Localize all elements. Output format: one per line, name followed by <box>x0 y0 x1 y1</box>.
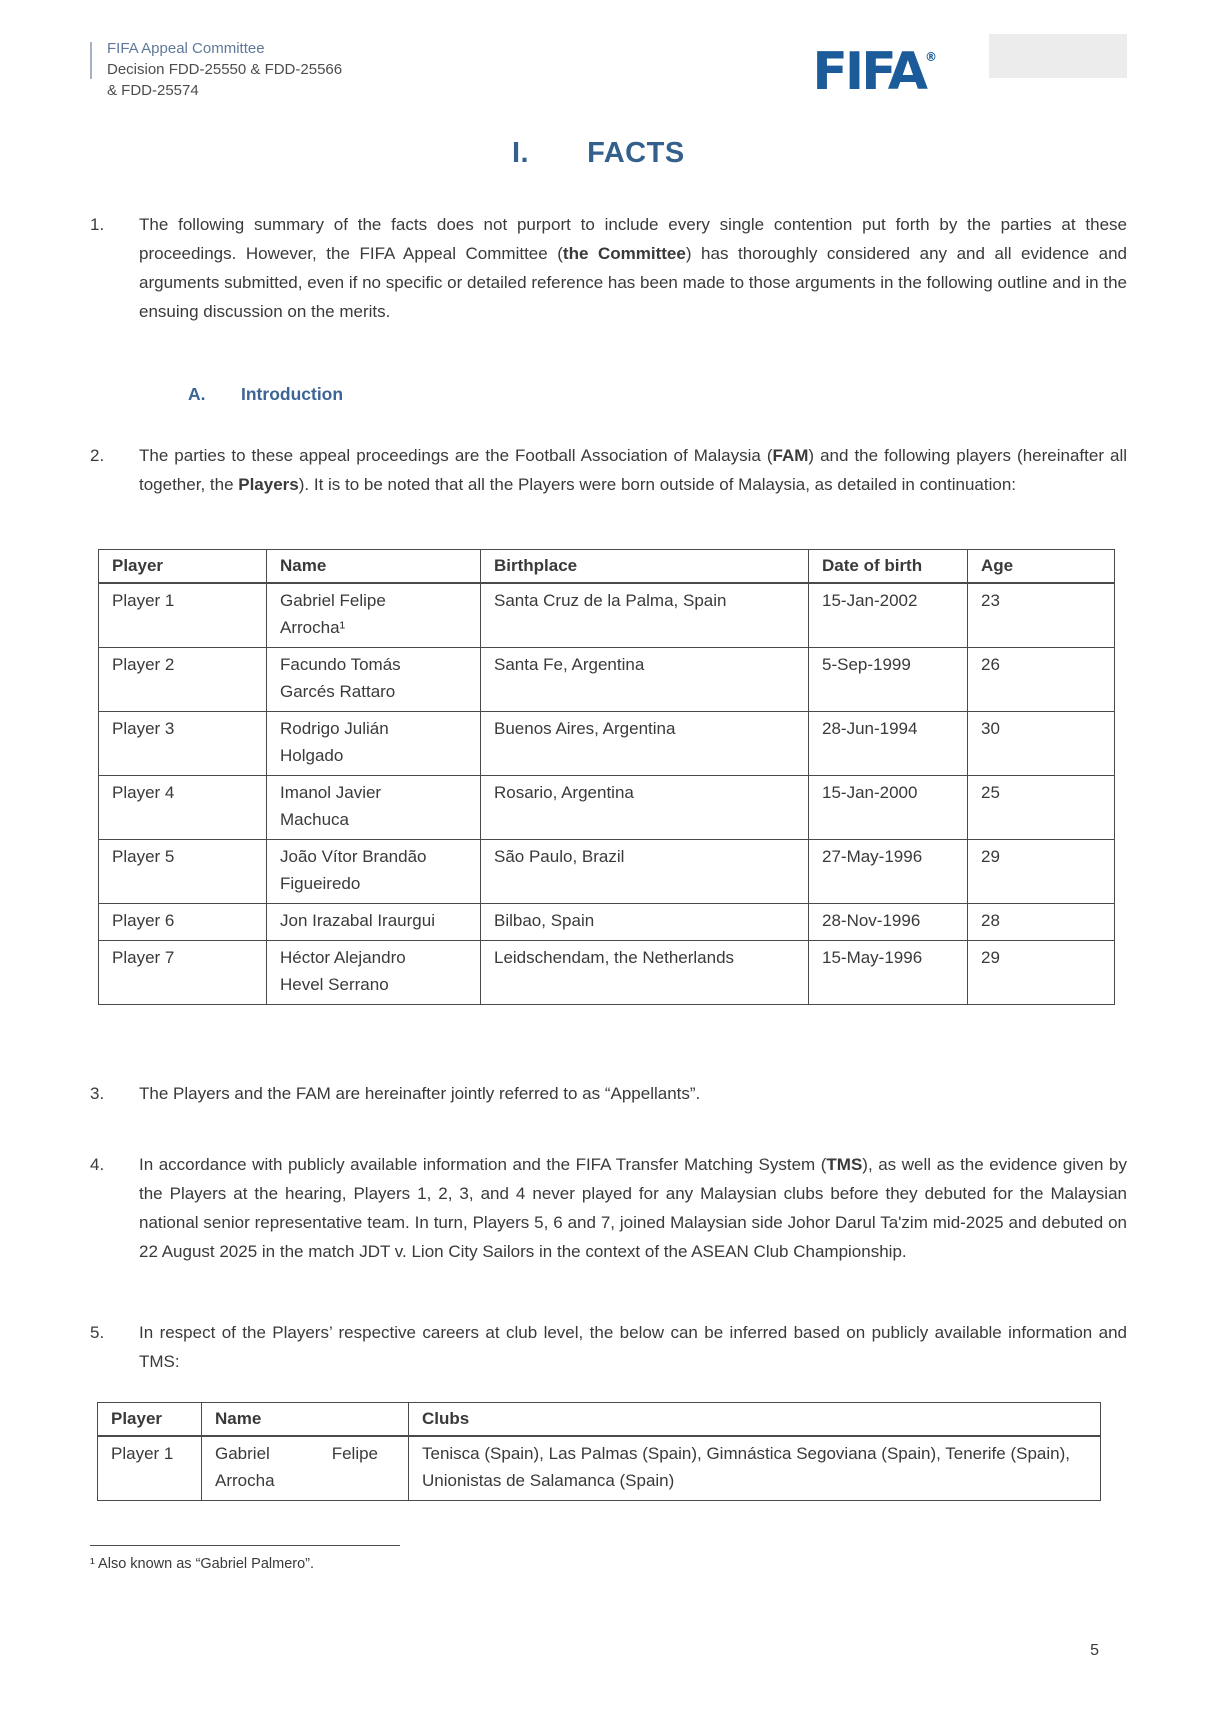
page-number: 5 <box>1090 1642 1099 1659</box>
table-row <box>99 648 1115 712</box>
text-segment: The Players and the FAM are hereinafter jointly referred to as “Appellants”. <box>139 1084 701 1103</box>
table-header-cell: Name <box>267 550 481 584</box>
table-header-row <box>98 1403 1101 1437</box>
text-segment: ), as well as the evidence given by the Players at the hearing, Players 1, 2, 3, and 4 never played for any Malaysian clubs before they debuted for the Malaysian national senior representative team. In turn, Players 5, 6 and 7, joined Malaysian side Johor Darul Ta'zim mid-2025 and debuted on 22 August 2025 in the match JDT v. Lion City Sailors in the context of the ASEAN Club Championship. <box>139 1155 1127 1261</box>
header-right <box>812 32 1127 102</box>
players-table-wrap <box>98 549 1127 1005</box>
table-header-cell: Player <box>98 1403 202 1437</box>
header-committee: FIFA Appeal Committee <box>107 40 265 57</box>
table-cell: 23 <box>968 583 1115 648</box>
table-row <box>99 941 1115 1005</box>
table-cell: Player 2 <box>99 648 267 712</box>
clubs-table <box>97 1402 1101 1501</box>
table-cell: Tenisca (Spain), Las Palmas (Spain), Gimnástica Segoviana (Spain), Tenerife (Spain), Unionistas de Salamanca (Spain) <box>409 1436 1101 1501</box>
table-cell: João Vítor Brandão Figueiredo <box>267 840 481 904</box>
table-header-cell: Date of birth <box>809 550 968 584</box>
table-row <box>98 1436 1101 1501</box>
document-header <box>90 38 1127 101</box>
text-segment: The following summary of the facts does not purport to include every single contention put forth by the parties at these proceedings. However, the FIFA Appeal Committee ( <box>139 215 1127 263</box>
paragraph-number: 5. <box>90 1323 105 1342</box>
table-cell: 28 <box>968 904 1115 941</box>
fifa-logo <box>812 32 937 102</box>
table-cell: Buenos Aires, Argentina <box>481 712 809 776</box>
header-decision-line2: & FDD-25574 <box>107 82 199 99</box>
table-cell: 15-Jan-2000 <box>809 776 968 840</box>
paragraph-1 <box>90 210 1127 326</box>
table-cell: 29 <box>968 941 1115 1005</box>
table-cell: Santa Fe, Argentina <box>481 648 809 712</box>
table-cell: Imanol Javier Machuca <box>267 776 481 840</box>
paragraph-number: 1. <box>90 215 105 234</box>
paragraph-4 <box>90 1150 1127 1266</box>
section-letter: A. <box>188 384 206 404</box>
table-cell: Player 6 <box>99 904 267 941</box>
header-gray-box <box>989 34 1127 78</box>
footnote-text: ¹ Also known as “Gabriel Palmero”. <box>90 1556 315 1572</box>
table-header-cell: Player <box>99 550 267 584</box>
text-segment: The parties to these appeal proceedings are the Football Association of Malaysia ( <box>139 446 773 465</box>
table-cell: 29 <box>968 840 1115 904</box>
text-segment: In accordance with publicly available information and the FIFA Transfer Matching System ( <box>139 1155 827 1174</box>
text-segment: ) and the following players (hereinafter all together, the <box>139 446 1128 494</box>
paragraph-text <box>139 1318 1127 1376</box>
paragraph-text <box>139 441 1127 499</box>
table-cell: Player 5 <box>99 840 267 904</box>
table-cell: 26 <box>968 648 1115 712</box>
text-segment: In respect of the Players’ respective careers at club level, the below can be inferred based on publicly available information and TMS: <box>139 1323 1127 1371</box>
registered-mark: ® <box>925 50 937 64</box>
paragraph-3 <box>90 1079 1127 1108</box>
table-header-row <box>99 550 1115 584</box>
table-cell: Gabriel Felipe Arrocha¹ <box>267 583 481 648</box>
table-cell: Rodrigo Julián Holgado <box>267 712 481 776</box>
bold-text: the Committee <box>562 244 686 263</box>
table-header-cell: Name <box>202 1403 409 1437</box>
clubs-table-wrap <box>97 1402 1127 1501</box>
paragraph-number: 2. <box>90 446 105 465</box>
section-heading-introduction <box>188 384 1127 405</box>
table-cell: Player 1 <box>98 1436 202 1501</box>
table-row <box>99 712 1115 776</box>
table-row <box>99 840 1115 904</box>
text-segment: ). It is to be noted that all the Players were born outside of Malaysia, as detailed in continuation: <box>298 475 1016 494</box>
paragraph-text <box>139 210 1127 326</box>
title-label: FACTS <box>587 137 685 169</box>
table-cell: 27-May-1996 <box>809 840 968 904</box>
table-cell: Player 1 <box>99 583 267 648</box>
header-reference-block <box>90 38 342 101</box>
bold-text: Players <box>238 475 299 494</box>
table-cell: 25 <box>968 776 1115 840</box>
page-title <box>90 137 1127 170</box>
table-cell: Santa Cruz de la Palma, Spain <box>481 583 809 648</box>
table-row <box>99 583 1115 648</box>
text-segment: ) has thoroughly considered any and all evidence and arguments submitted, even if no specific or detailed reference has been made to those arguments in the following outline and in the ensuing discussion on the merits. <box>139 244 1128 321</box>
table-header-cell: Birthplace <box>481 550 809 584</box>
bold-text: TMS <box>826 1155 863 1174</box>
table-cell: 15-May-1996 <box>809 941 968 1005</box>
bold-text: FAM <box>772 446 809 465</box>
header-decision-line1: Decision FDD-25550 & FDD-25566 <box>107 61 343 78</box>
paragraph-number: 3. <box>90 1084 105 1103</box>
players-table <box>98 549 1115 1005</box>
table-row <box>99 904 1115 941</box>
table-row <box>99 776 1115 840</box>
paragraph-text <box>139 1079 1127 1108</box>
table-cell: Héctor Alejandro Hevel Serrano <box>267 941 481 1005</box>
footnote-separator <box>90 1545 400 1546</box>
table-cell: 5-Sep-1999 <box>809 648 968 712</box>
table-header-cell: Clubs <box>409 1403 1101 1437</box>
section-label: Introduction <box>241 384 344 404</box>
table-cell: São Paulo, Brazil <box>481 840 809 904</box>
table-cell: Gabriel Felipe Arrocha <box>202 1436 409 1501</box>
title-numeral: I. <box>512 137 530 169</box>
table-cell: Jon Irazabal Iraurgui <box>267 904 481 941</box>
paragraph-number: 4. <box>90 1155 105 1174</box>
fifa-logo-text: FIFA <box>812 42 925 102</box>
table-header-cell: Age <box>968 550 1115 584</box>
table-cell: Rosario, Argentina <box>481 776 809 840</box>
table-cell: Bilbao, Spain <box>481 904 809 941</box>
paragraph-text <box>139 1150 1127 1266</box>
table-cell: 28-Nov-1996 <box>809 904 968 941</box>
table-cell: 30 <box>968 712 1115 776</box>
table-cell: Leidschendam, the Netherlands <box>481 941 809 1005</box>
paragraph-5 <box>90 1318 1127 1376</box>
table-cell: Facundo Tomás Garcés Rattaro <box>267 648 481 712</box>
table-cell: 28-Jun-1994 <box>809 712 968 776</box>
table-cell: 15-Jan-2002 <box>809 583 968 648</box>
table-cell: Player 7 <box>99 941 267 1005</box>
paragraph-2 <box>90 441 1127 499</box>
table-cell: Player 4 <box>99 776 267 840</box>
table-cell: Player 3 <box>99 712 267 776</box>
